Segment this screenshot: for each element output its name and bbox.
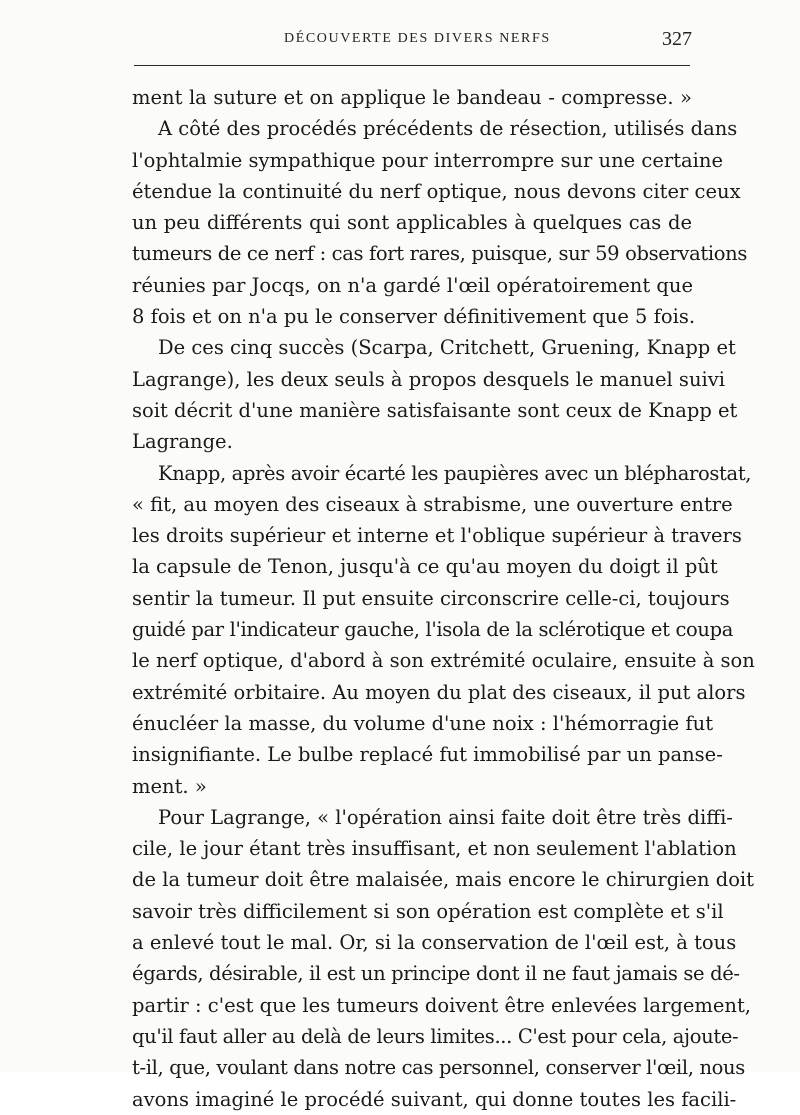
text-line: cile, le jour étant très insuffisant, et non seulement l'ablation: [132, 837, 737, 861]
header-rule: [134, 65, 690, 66]
text-line: Knapp, après avoir écarté les paupières avec un blépharostat,: [158, 461, 752, 485]
text-line: énucléer la masse, du volume d'une noix : l'hémorragie fut: [132, 711, 714, 735]
text-line: a enlevé tout le mal. Or, si la conservation de l'œil est, à tous: [132, 931, 737, 955]
text-line: Lagrange.: [132, 430, 233, 454]
text-line: 8 fois et on n'a pu le conserver définitivement que 5 fois.: [132, 305, 696, 329]
text-line: Pour Lagrange, « l'opération ainsi faite doit être très diffi-: [158, 805, 733, 829]
text-line: de la tumeur doit être malaisée, mais encore le chirurgien doit: [132, 868, 755, 892]
text-line: ment la suture et on applique le bandeau - compresse. »: [132, 86, 692, 109]
text-line: soit décrit d'une manière satisfaisante sont ceux de Knapp et: [132, 398, 738, 422]
text-line: « fit, au moyen des ciseaux à strabisme, une ouverture entre: [132, 492, 733, 516]
text-line: t-il, que, voulant dans notre cas personnel, conserver l'œil, nous: [132, 1056, 745, 1080]
body-text: [132, 82, 755, 1115]
text-line: étendue la continuité du nerf optique, nous devons citer ceux: [132, 179, 741, 203]
text-line: savoir très difficilement si son opération est complète et s'il: [132, 899, 724, 923]
text-line: les droits supérieur et interne et l'oblique supérieur à travers: [132, 524, 742, 548]
text-line: extrémité orbitaire. Au moyen du plat des ciseaux, il put alors: [132, 680, 746, 704]
text-line: tumeurs de ce nerf : cas fort rares, puisque, sur 59 observations: [132, 242, 747, 266]
running-title: DÉCOUVERTE DES DIVERS NERFS: [284, 31, 551, 46]
text-line: un peu différents qui sont applicables à quelques cas de: [132, 211, 692, 235]
text-line: réunies par Jocqs, on n'a gardé l'œil opératoirement que: [132, 273, 693, 297]
text-line: avons imaginé le procédé suivant, qui donne toutes les facili-: [132, 1087, 737, 1111]
text-line: la capsule de Tenon, jusqu'à ce qu'au moyen du doigt il pût: [132, 555, 718, 579]
text-line: sentir la tumeur. Il put ensuite circonscrire celle-ci, toujours: [132, 586, 730, 610]
text-line: De ces cinq succès (Scarpa, Critchett, Gruening, Knapp et: [158, 336, 736, 360]
text-line: partir : c'est que les tumeurs doivent être enlevées largement,: [132, 993, 751, 1017]
text-line: le nerf optique, d'abord à son extrémité oculaire, ensuite à son: [132, 649, 755, 673]
text-line: égards, désirable, il est un principe dont il ne faut jamais se dé-: [132, 962, 740, 986]
page-number: 327: [662, 28, 692, 50]
text-line: l'ophtalmie sympathique pour interrompre sur une certaine: [132, 148, 723, 172]
text-line: ment. »: [132, 774, 207, 798]
text-line: insignifiante. Le bulbe replacé fut immobilisé par un panse-: [132, 743, 723, 767]
text-line: A côté des procédés précédents de résection, utilisés dans: [158, 117, 738, 141]
running-header: [132, 28, 692, 52]
text-line: guidé par l'indicateur gauche, l'isola de la sclérotique et coupa: [132, 618, 734, 642]
text-line: Lagrange), les deux seuls à propos desquels le manuel suivi: [132, 367, 725, 391]
text-line: qu'il faut aller au delà de leurs limites... C'est pour cela, ajoute-: [132, 1024, 739, 1048]
